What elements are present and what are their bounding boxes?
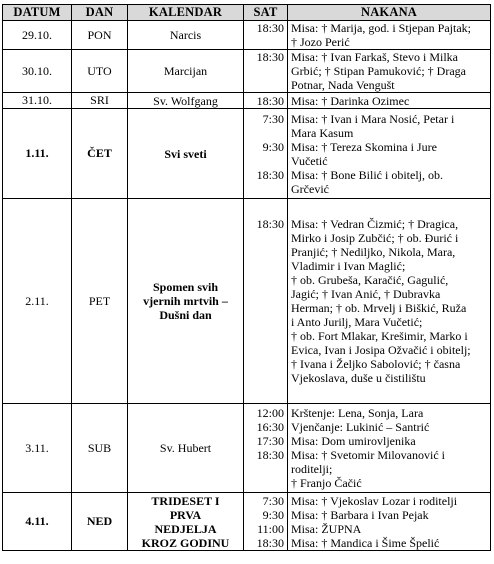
intention-line: Jagić; † Ivan Anić, † Dubravka bbox=[291, 287, 441, 301]
intention-line: Misa: † Vedran Čizmić; † Dragica, bbox=[291, 217, 459, 231]
mass-time: 7:30 bbox=[262, 111, 284, 126]
calendar-line: vjernih mrtvih – bbox=[143, 294, 228, 308]
intention-line: Herman; † ob. Mrvelj i Biškić, Ruža bbox=[291, 301, 467, 315]
intention-line: Grčević bbox=[291, 181, 329, 196]
calendar-line: Dušni dan bbox=[159, 308, 212, 322]
intention-block bbox=[291, 112, 487, 140]
intention-line: i Anto Jurilj, Mara Vučetić; bbox=[291, 315, 423, 329]
intention-line: Mara Kasum bbox=[291, 125, 354, 140]
calendar-line: KROZ GODINU bbox=[141, 535, 230, 550]
table-row bbox=[3, 109, 491, 199]
day-cell: PET bbox=[72, 199, 128, 404]
intention-cell bbox=[288, 493, 491, 551]
mass-time: 7:30 bbox=[262, 493, 284, 508]
date-cell: 1.11. bbox=[3, 109, 72, 199]
time-spacer bbox=[247, 329, 284, 343]
intention-line: Misa: Dom umirovljenika bbox=[291, 434, 416, 448]
intention-line: Vjekoslava, duše u čistilištu bbox=[291, 371, 426, 385]
day-cell: SRI bbox=[72, 93, 128, 109]
calendar-line: NEDJELJA bbox=[154, 521, 217, 536]
intention-line: Misa: † Darinka Ozimec bbox=[291, 93, 410, 108]
mass-time: 17:30 bbox=[256, 434, 284, 448]
intention-line: Misa: † Vjekoslav Lozar i roditelji bbox=[291, 493, 458, 508]
day-cell: ČET bbox=[72, 109, 128, 199]
time-spacer bbox=[247, 301, 284, 315]
calendar-cell bbox=[128, 404, 244, 493]
intention-line: Misa: † Tereza Skomina i Jure bbox=[291, 139, 437, 154]
calendar-line: Marcijan bbox=[163, 64, 208, 78]
intention-cell bbox=[288, 93, 491, 109]
time-cell bbox=[244, 109, 288, 199]
day-cell: PON bbox=[72, 21, 128, 50]
intention-line: Misa: † Ivan Farkaš, Stevo i Milka bbox=[291, 50, 458, 64]
time-spacer bbox=[247, 273, 284, 287]
mass-time: 18:30 bbox=[256, 217, 284, 231]
intention-line: Pranjić; † Nediljko, Nikola, Mara, bbox=[291, 245, 456, 259]
intention-line: Vučetić bbox=[291, 153, 328, 168]
time-spacer bbox=[247, 35, 284, 49]
table-row bbox=[3, 21, 491, 50]
intention-cell bbox=[288, 109, 491, 199]
intention-block bbox=[291, 21, 487, 49]
intention-cell bbox=[288, 199, 491, 404]
table-row bbox=[3, 199, 491, 404]
day-cell: SUB bbox=[72, 404, 128, 493]
mass-time: 9:30 bbox=[262, 139, 284, 154]
table-row bbox=[3, 50, 491, 93]
calendar-cell bbox=[128, 93, 244, 109]
mass-time: 18:30 bbox=[256, 167, 284, 182]
time-spacer bbox=[247, 64, 284, 78]
time-spacer bbox=[247, 357, 284, 371]
intention-line: † Jozo Perić bbox=[291, 35, 350, 49]
intention-line: Grbić; † Stipan Pamuković; † Draga bbox=[291, 64, 466, 78]
intention-line: † Ivana i Željko Sabolović; † časna bbox=[291, 357, 461, 371]
intention-line: † ob. Fort Mlakar, Krešimir, Marko i bbox=[291, 329, 468, 343]
intention-block bbox=[291, 140, 487, 168]
intention-line: Vjenčanje: Lukinić – Santrić bbox=[291, 420, 430, 434]
intention-line: Misa: † Mandica i Šime Špelić bbox=[291, 535, 440, 550]
calendar-line: TRIDESET I bbox=[151, 493, 220, 508]
date-cell: 31.10. bbox=[3, 93, 72, 109]
intention-block bbox=[291, 522, 487, 536]
intention-block bbox=[291, 50, 487, 92]
time-cell bbox=[244, 404, 288, 493]
day-cell: UTO bbox=[72, 50, 128, 93]
time-cell bbox=[244, 21, 288, 50]
time-spacer bbox=[247, 287, 284, 301]
time-cell bbox=[244, 50, 288, 93]
schedule-body bbox=[3, 21, 491, 551]
intention-line: Evica, Ivan i Josipa Ožvačić i obitelj; bbox=[291, 343, 471, 357]
intention-line: Misa: † Marija, god. i Stjepan Pajtak; bbox=[291, 21, 471, 35]
date-cell: 3.11. bbox=[3, 404, 72, 493]
intention-line: roditelji; bbox=[291, 462, 333, 476]
time-cell bbox=[244, 493, 288, 551]
header-kalendar: KALENDAR bbox=[128, 5, 244, 21]
intention-line: Misa: ŽUPNA bbox=[291, 521, 362, 536]
table-row bbox=[3, 93, 491, 109]
intention-line: Mirko i Josip Zubčić; † ob. Đurić i bbox=[291, 231, 459, 245]
mass-time: 11:00 bbox=[257, 521, 284, 536]
time-spacer bbox=[247, 462, 284, 476]
calendar-cell bbox=[128, 199, 244, 404]
time-spacer bbox=[247, 78, 284, 92]
mass-time: 18:30 bbox=[256, 448, 284, 462]
time-spacer bbox=[247, 126, 284, 140]
mass-time: 18:30 bbox=[256, 93, 284, 108]
calendar-line: Spomen svih bbox=[152, 280, 219, 294]
table-row bbox=[3, 404, 491, 493]
time-spacer bbox=[247, 231, 284, 245]
time-cell bbox=[244, 199, 288, 404]
intention-block bbox=[291, 217, 487, 385]
intention-line: Krštenje: Lena, Sonja, Lara bbox=[291, 406, 424, 420]
day-cell: NED bbox=[72, 493, 128, 551]
time-spacer bbox=[247, 182, 284, 196]
intention-cell bbox=[288, 404, 491, 493]
mass-time: 9:30 bbox=[262, 507, 284, 522]
intention-block bbox=[291, 434, 487, 448]
intention-cell bbox=[288, 21, 491, 50]
header-nakana: NAKANA bbox=[288, 5, 491, 21]
intention-line: Misa: † Bone Bilić i obitelj, ob. bbox=[291, 167, 443, 182]
time-cell bbox=[244, 93, 288, 109]
intention-block bbox=[291, 536, 487, 550]
intention-block bbox=[291, 406, 487, 420]
time-spacer bbox=[247, 315, 284, 329]
date-cell: 30.10. bbox=[3, 50, 72, 93]
time-spacer bbox=[247, 343, 284, 357]
table-row bbox=[3, 493, 491, 551]
calendar-line: Narcis bbox=[169, 28, 202, 42]
mass-time: 18:30 bbox=[256, 535, 284, 550]
date-cell: 2.11. bbox=[3, 199, 72, 404]
time-spacer bbox=[247, 476, 284, 490]
intention-block bbox=[291, 448, 487, 490]
header-dan: DAN bbox=[72, 5, 128, 21]
mass-schedule-table bbox=[2, 4, 491, 551]
calendar-line: PRVA bbox=[169, 507, 202, 522]
header-datum: DATUM bbox=[3, 5, 72, 21]
date-cell: 4.11. bbox=[3, 493, 72, 551]
intention-cell bbox=[288, 50, 491, 93]
intention-line: Misa: † Ivan i Mara Nosić, Petar i bbox=[291, 111, 455, 126]
time-spacer bbox=[247, 245, 284, 259]
intention-line: † ob. Grubeša, Karačić, Gagulić, bbox=[291, 273, 449, 287]
header-sat: SAT bbox=[244, 5, 288, 21]
intention-line: † Franjo Čačić bbox=[291, 476, 362, 490]
intention-block bbox=[291, 494, 487, 508]
mass-time: 12:00 bbox=[256, 406, 284, 420]
mass-time: 18:30 bbox=[256, 21, 284, 35]
intention-block bbox=[291, 420, 487, 434]
calendar-line: Sv. Hubert bbox=[159, 441, 212, 455]
intention-line: Misa: † Barbara i Ivan Pejak bbox=[291, 507, 429, 522]
calendar-cell bbox=[128, 50, 244, 93]
time-spacer bbox=[247, 154, 284, 168]
calendar-cell bbox=[128, 493, 244, 551]
calendar-line: Sv. Wolfgang bbox=[153, 93, 218, 108]
intention-line: Potnar, Nada Vengušt bbox=[291, 78, 395, 92]
time-spacer bbox=[247, 259, 284, 273]
mass-time: 16:30 bbox=[256, 420, 284, 434]
calendar-cell bbox=[128, 21, 244, 50]
header-row bbox=[3, 5, 491, 21]
intention-block bbox=[291, 508, 487, 522]
time-spacer bbox=[247, 371, 284, 385]
intention-line: Vladimir i Ivan Maglić; bbox=[291, 259, 406, 273]
date-cell: 29.10. bbox=[3, 21, 72, 50]
intention-line: Misa: † Svetomir Milovanović i bbox=[291, 448, 445, 462]
intention-block bbox=[291, 168, 487, 196]
intention-block bbox=[291, 94, 487, 108]
calendar-cell bbox=[128, 109, 244, 199]
mass-time: 18:30 bbox=[256, 50, 284, 64]
calendar-line: Svi sveti bbox=[164, 146, 207, 161]
